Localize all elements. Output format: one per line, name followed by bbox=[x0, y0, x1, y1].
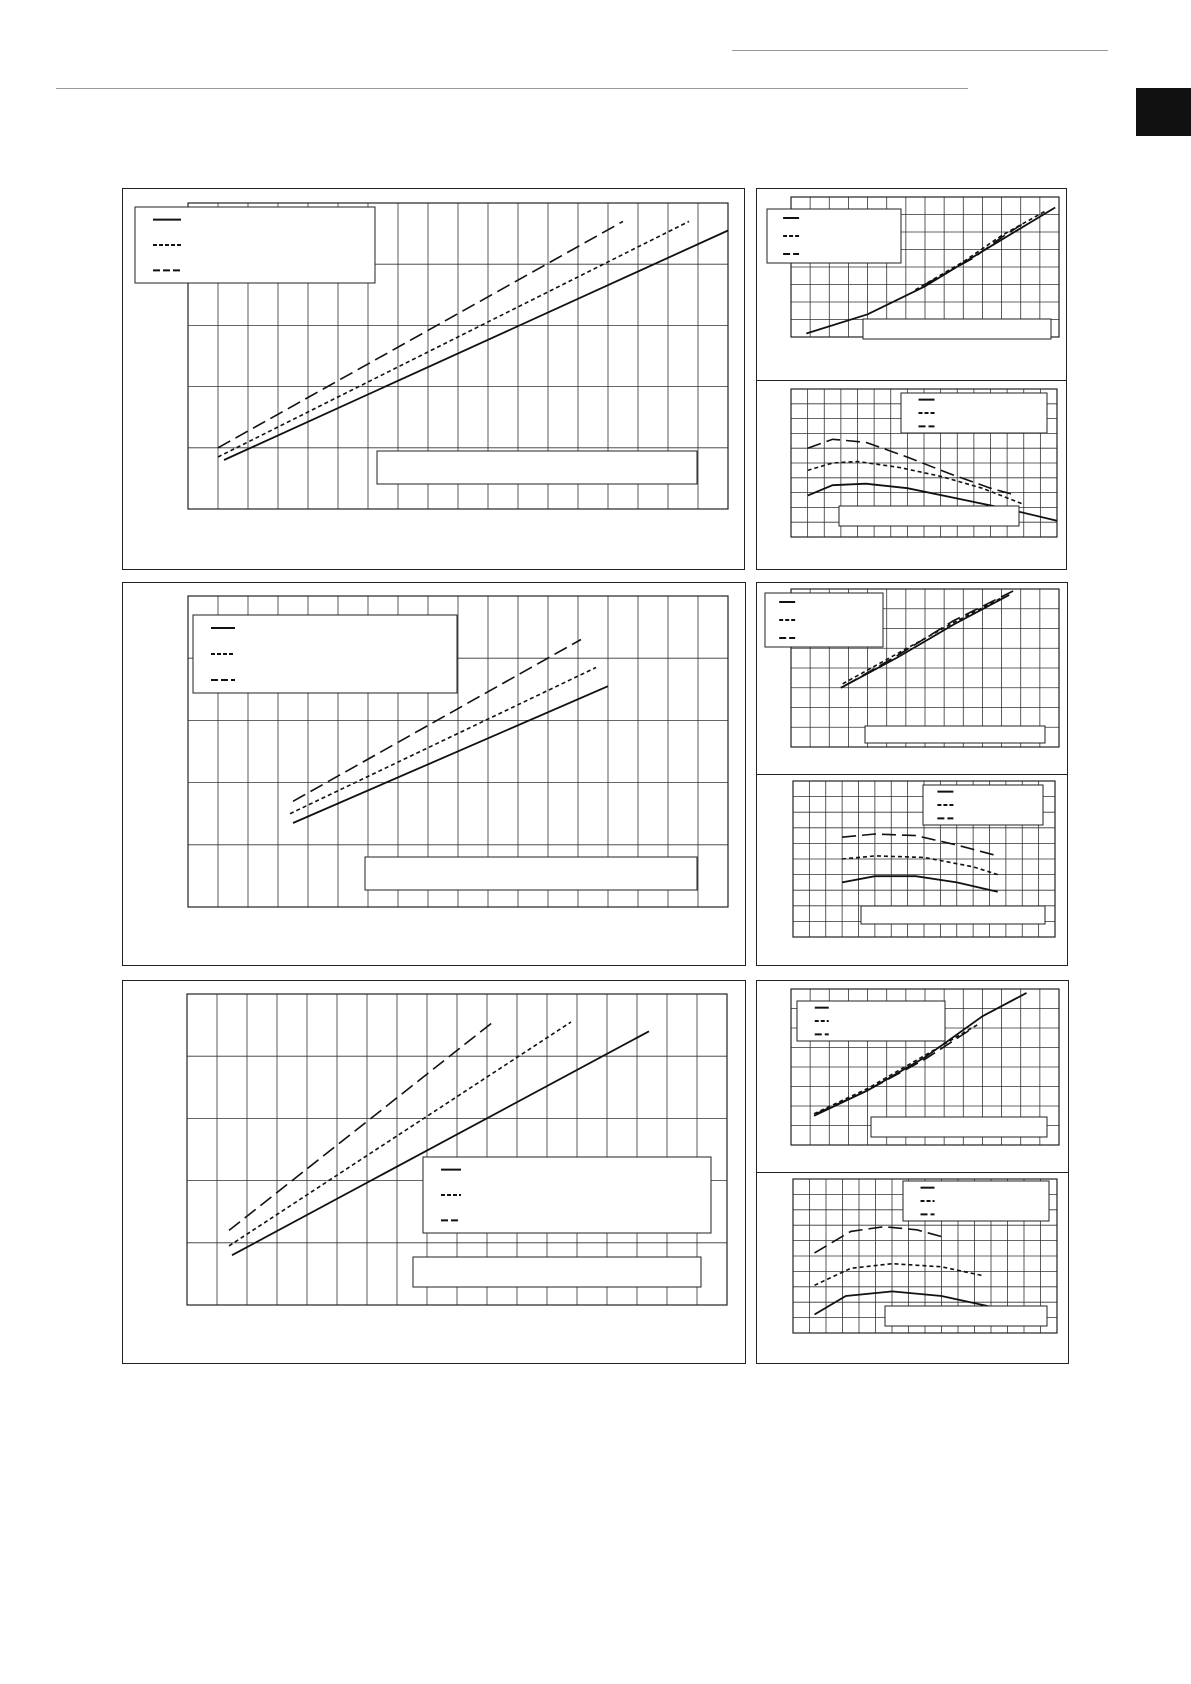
line-chart-2 bbox=[123, 583, 745, 965]
series-line-2 bbox=[915, 211, 1045, 290]
chart-note-box bbox=[365, 857, 697, 890]
legend-box bbox=[423, 1157, 711, 1233]
chapter-tab bbox=[1136, 88, 1191, 136]
series-line-2 bbox=[815, 1264, 985, 1286]
chart-note-box bbox=[839, 506, 1019, 526]
line-chart-s1 bbox=[757, 189, 1066, 381]
series-line-1 bbox=[293, 686, 608, 823]
series-line-3 bbox=[808, 439, 1013, 494]
line-chart-s2 bbox=[757, 381, 1066, 569]
chart-panel-s1 bbox=[756, 188, 1067, 382]
chart-note-box bbox=[885, 1306, 1047, 1326]
chart-panel-s5 bbox=[756, 980, 1069, 1174]
chart-note-box bbox=[865, 726, 1045, 743]
header-rule bbox=[732, 50, 1108, 51]
line-chart-1 bbox=[123, 189, 744, 569]
chart-note-box bbox=[413, 1257, 701, 1287]
chart-note-box bbox=[871, 1117, 1047, 1137]
chart-panel-2 bbox=[122, 582, 746, 966]
chart-panel-s3 bbox=[756, 582, 1068, 776]
line-chart-s6 bbox=[757, 1173, 1068, 1363]
line-chart-s3 bbox=[757, 583, 1067, 775]
chart-note-box bbox=[861, 906, 1045, 924]
chart-panel-s4 bbox=[756, 774, 1068, 966]
series-line-1 bbox=[842, 876, 998, 892]
section-rule bbox=[56, 88, 968, 89]
line-chart-3 bbox=[123, 981, 745, 1363]
line-chart-s5 bbox=[757, 981, 1068, 1173]
chart-panel-3 bbox=[122, 980, 746, 1364]
chart-note-box bbox=[863, 319, 1051, 339]
chart-panel-s2 bbox=[756, 380, 1067, 570]
chart-note-box bbox=[377, 451, 697, 484]
chart-panel-1 bbox=[122, 188, 745, 570]
line-chart-s4 bbox=[757, 775, 1067, 965]
series-line-2 bbox=[808, 462, 1024, 505]
series-line-3 bbox=[842, 834, 998, 856]
chart-panel-s6 bbox=[756, 1172, 1069, 1364]
